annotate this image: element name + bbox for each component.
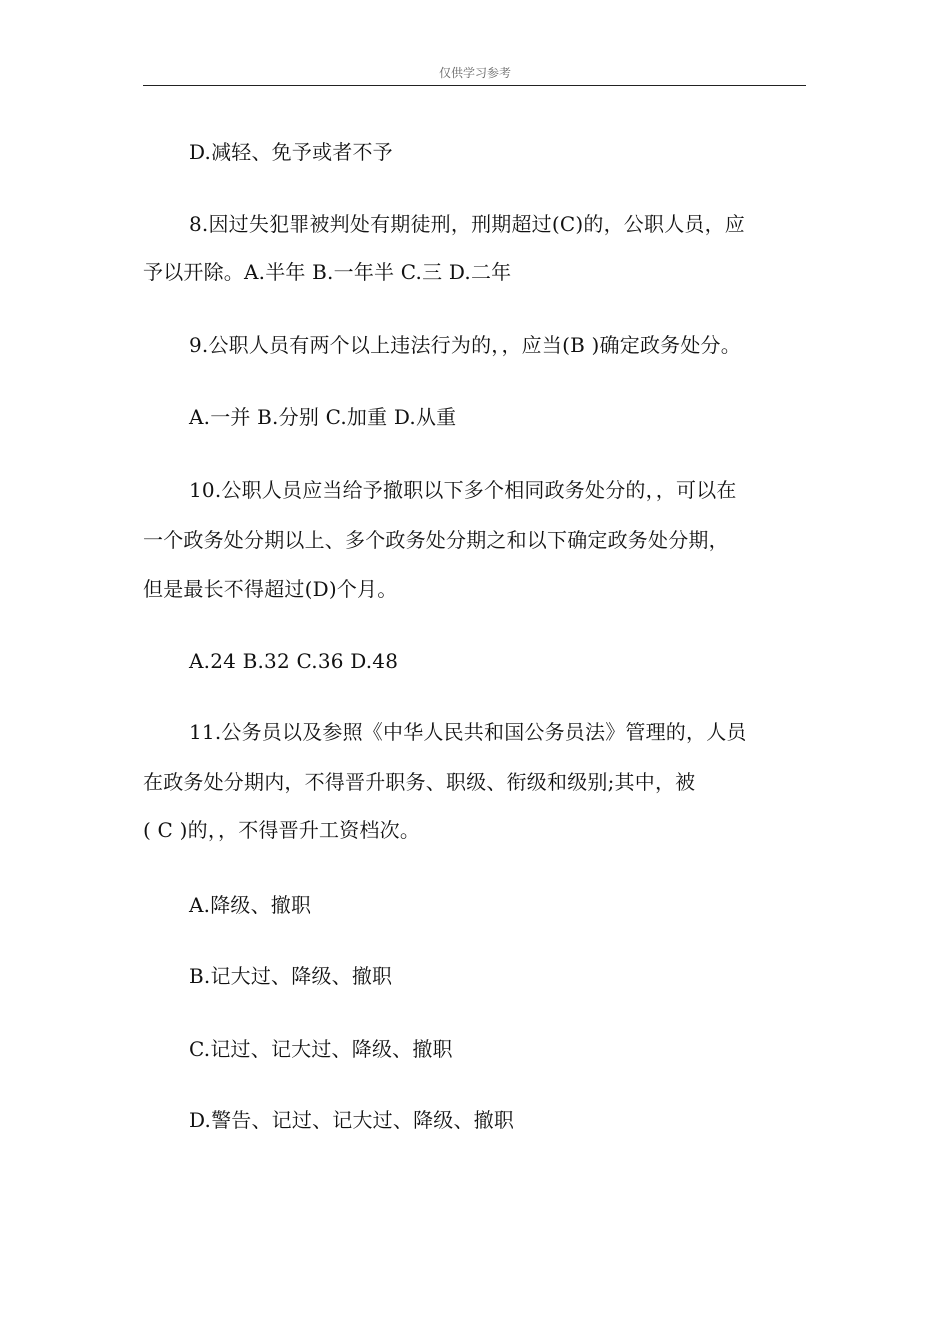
question-9: 9.公职人员有两个以上违法行为的，，应当(B )确定政务处分。 — [189, 333, 741, 357]
question-11-line-2: 在政务处分期内，不得晋升职务、职级、衔级和级别;其中，被 — [143, 770, 696, 794]
question-10-line-3: 但是最长不得超过(D)个月。 — [143, 577, 398, 601]
question-10-options: A.24 B.32 C.36 D.48 — [189, 649, 399, 673]
question-11-option-a: A.降级、撤职 — [189, 893, 312, 917]
question-8-line-1: 8.因过失犯罪被判处有期徒刑，刑期超过(C)的，公职人员，应 — [189, 212, 745, 236]
question-11-option-b: B.记大过、降级、撤职 — [189, 964, 393, 988]
page-header: 仅供学习参考 — [438, 66, 511, 80]
question-9-options: A.一并 B.分别 C.加重 D.从重 — [189, 405, 457, 429]
question-11-line-3: ( C )的，，不得晋升工资档次。 — [143, 818, 421, 842]
question-11-line-1: 11.公务员以及参照《中华人民共和国公务员法》管理的，人员 — [189, 720, 747, 744]
question-11-option-c: C.记过、记大过、降级、撤职 — [189, 1037, 453, 1061]
answer-option: D.减轻、免予或者不予 — [189, 140, 393, 164]
question-10-line-1: 10.公职人员应当给予撤职以下多个相同政务处分的，，可以在 — [189, 478, 737, 502]
header-divider — [143, 85, 806, 86]
question-11-option-d: D.警告、记过、记大过、降级、撤职 — [189, 1108, 515, 1132]
question-10-line-2: 一个政务处分期以上、多个政务处分期之和以下确定政务处分期， — [143, 528, 729, 552]
question-8-line-2: 予以开除。A.半年 B.一年半 C.三 D.二年 — [143, 260, 512, 284]
